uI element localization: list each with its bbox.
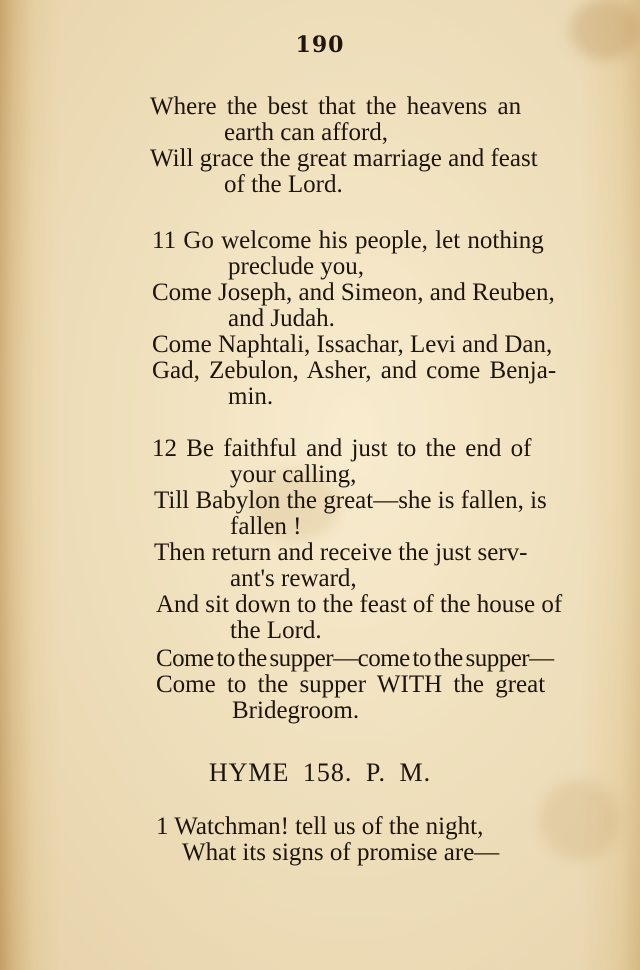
verse-line: Will grace the great marriage and feast [150,145,538,172]
verse-line: Gad, Zebulon, Asher, and come Benja- [152,357,557,384]
verse-line: of the Lord. [224,171,343,198]
verse-line: 11 Go welcome his people, let nothing [152,227,544,254]
verse-line: Come to the supper—come to the supper— [156,645,554,672]
verse-line: Come Naphtali, Issachar, Levi and Dan, [152,331,553,358]
verse-line: and Judah. [228,305,335,332]
verse-line: fallen ! [230,513,302,540]
verse-line: And sit down to the feast of the house of [156,591,563,618]
verse-line: Come to the supper WITH the great [156,671,546,698]
verse-line: ant's reward, [230,565,357,592]
verse-line: preclude you, [228,253,365,280]
verse-line: min. [228,383,274,410]
verse-line: earth can afford, [224,119,389,146]
age-stain [540,780,620,860]
verse-line: Come Joseph, and Simeon, and Reuben, [152,279,555,306]
verse-line: Then return and receive the just serv- [154,539,528,566]
verse-line: Where the best that the heavens an [150,93,522,120]
page-number: 190 [295,32,345,58]
verse-line: your calling, [230,461,357,488]
verse-line: the Lord. [230,617,322,644]
verse-line: 12 Be faithful and just to the end of [152,435,532,462]
verse-line: Till Babylon the great—she is fallen, is [154,487,547,514]
verse-line: Bridegroom. [232,697,360,724]
verse-line: 1 Watchman! tell us of the night, [156,813,484,840]
hymn-heading: HYME 158. P. M. [208,758,432,787]
verse-line: What its signs of promise are— [182,839,500,866]
